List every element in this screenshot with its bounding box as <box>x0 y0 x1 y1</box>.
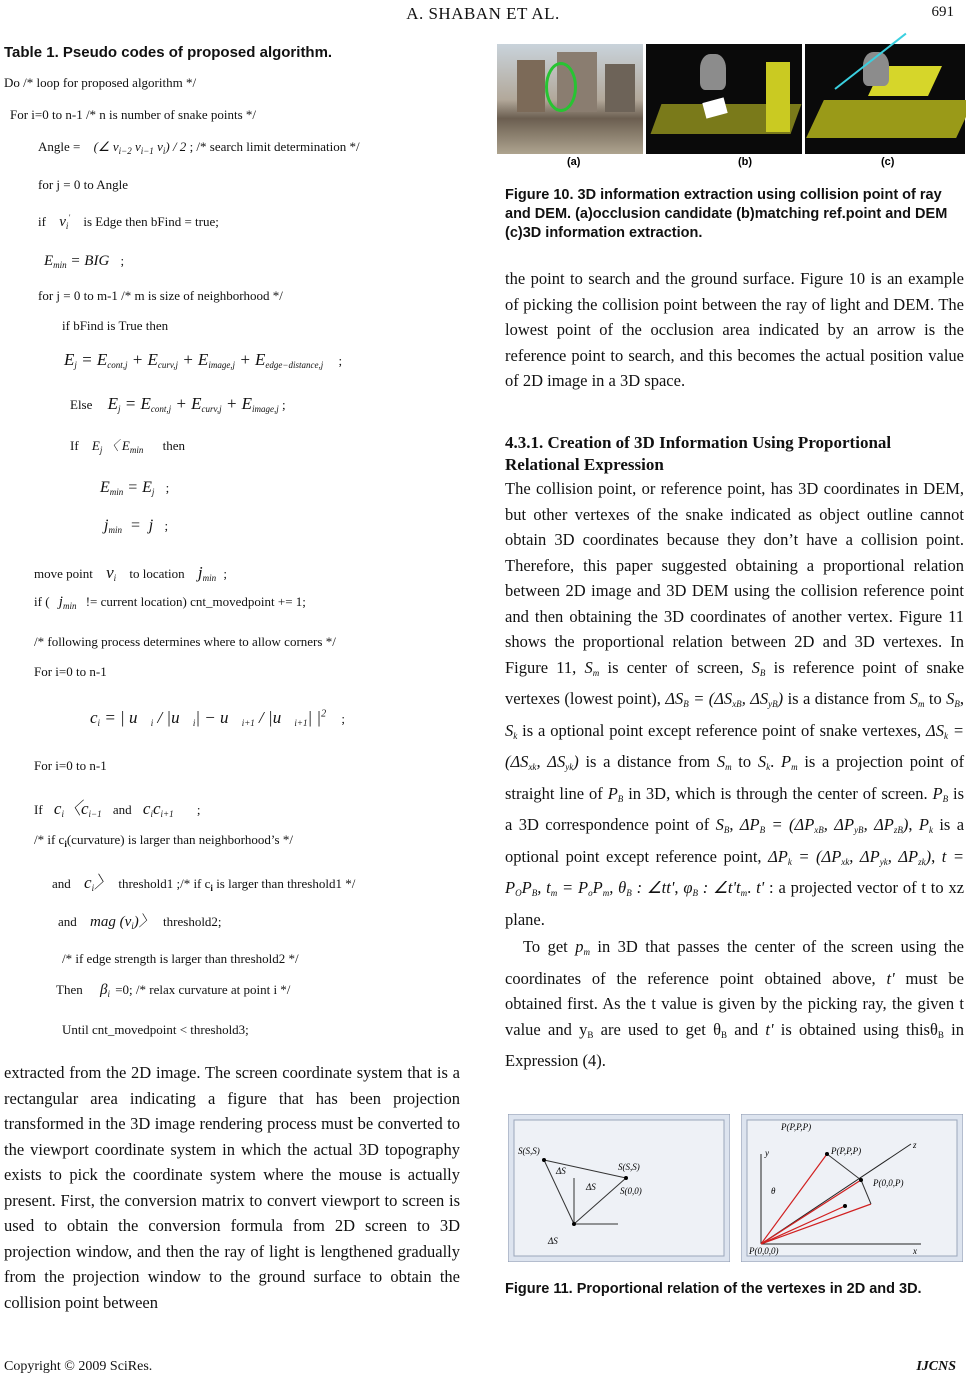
jmin-symbol: $j_{min}$ <box>197 563 217 583</box>
figure11-caption: Figure 11. Proportional relation of the vertexes in 2D and 3D. <box>505 1281 922 1297</box>
figure10-label-a: (a) <box>567 156 581 168</box>
jmin-eq-j: $j_{min} = j$ <box>104 517 154 535</box>
right-body-paragraph-3: To get $p_m$ in 3D that passes the center of the screen using the coordinates of the reference point obtained above, t' must be obtained first. As the t value is given by the picking ray, the given t value and $y_B$ are used to get $\theta_B$ and t' is obtained using thisθ$_B$ in Expression (4). <box>505 937 965 1070</box>
svg-text:ΔS: ΔS <box>548 1236 558 1246</box>
code-move-point: move point <box>34 566 93 581</box>
code-line-edge-comment: /* if edge strength is larger than threshold2 */ <box>62 951 299 966</box>
code-line-if-jmin <box>34 594 306 611</box>
svg-text:z: z <box>913 1140 917 1150</box>
code-line-if-ci: If $c_i$〈$c_{i-1}$ and $c_ic_{i+1}$ ; <box>34 799 201 819</box>
emin-formula: $E_{min}$ = BIG <box>44 253 110 270</box>
code-line-corners-comment: /* following process determines where to allow corners */ <box>34 634 336 649</box>
code-angle-label: Angle = <box>38 139 81 154</box>
code-line-else <box>70 394 286 414</box>
code-line-and-threshold1: and $c_i$〉 threshold1 ;/* if $c_i$ is larger than threshold1 */ <box>52 873 356 893</box>
code-angle-comment: ; /* search limit determination */ <box>189 139 360 154</box>
svg-text:ΔS: ΔS <box>556 1166 566 1176</box>
svg-text:y: y <box>765 1148 769 1158</box>
svg-text:S(S,S): S(S,S) <box>618 1162 640 1172</box>
code-line-for-i-2: For i=0 to n-1 <box>34 664 107 679</box>
emin-eq-ej: $E_{min} = E_j$ <box>100 479 155 497</box>
right-body-paragraph-2: The collision point, or reference point, has 3D coordinates in DEM, but other vertexes of the snake indicated as object outline cannot obtain 3D coordinates because they don’t have a collision point. Therefore, this paper suggested obtaining a proportional relation between 2D image and 3D DEM using the collision reference point and then obtaining the 3D coordinates of another vertex. Figure 11 shows the proportional relation between 2D and 3D vertexes. In Figure 11, $S_m$ is center of screen, $S_B$ is reference point of snake vertexes (lowest point), $\Delta S_B = (\Delta S_{xB}$, $\Delta S_{yB}$) is a distance from $S_m$ to $S_B$, $S_k$ is a optional point except reference point of snake vertexes, $\Delta S_k = (\Delta S_{xk}$, $\Delta S_{yk}$) is a distance from $S_m$ to $S_k$. $P_m$ is a projection point of straight line of $P_B$ in 3D, which is through the center of screen. $P_B$ is a 3D correspondence point of $S_B$, $\Delta P_B = (\Delta P_{xB}$, $\Delta P_{yB}$, $\Delta P_{zB}$), $P_k$ is a optional point except reference point, $\Delta P_k = (\Delta P_{xk}$, $\Delta P_{yk}$, $\Delta P_{zk}$), $t = P_OP_B$, $t_m = P_oP_m$, $\theta_B$ : ∠tt', $\varphi_B$ : $\angle t't_m$. t' : a projected vector of t to xz plane. <box>505 479 965 929</box>
footer-copyright: Copyright © 2009 SciRes. <box>4 1359 153 1374</box>
table-caption: Table 1. Pseudo codes of proposed algorithm. <box>4 44 333 61</box>
ci-gt-symbol: $c_i$〉 <box>84 873 112 893</box>
code-and: and <box>112 802 132 817</box>
code-line-for-j-m: for j = 0 to m-1 /* m is size of neighborhood */ <box>38 288 283 303</box>
code-if-3: If <box>34 802 43 817</box>
code-line-if-ej <box>70 435 185 455</box>
code-if: if <box>38 214 46 229</box>
code-line-move: move point $v_i$ to location $j_{min}$ ; <box>34 563 228 583</box>
figure10-label-c: (c) <box>881 156 895 168</box>
jmin-symbol-2: $j_{min}$ <box>58 594 77 611</box>
code-line-then-beta: Then $\beta_i =0$; /* relax curvature at point i */ <box>56 982 291 999</box>
occlusion-candidate-circle <box>545 62 577 112</box>
code-line-if-edge <box>38 213 219 231</box>
code-line-for-i-3: For i=0 to n-1 <box>34 758 107 773</box>
figure10-image-b <box>646 44 802 168</box>
mag-formula: mag $(v_i)$〉 <box>90 914 154 931</box>
angle-formula: (∠ $v_{i-2}$ $v_{i-1}$ $v_i) / 2$ <box>93 139 187 156</box>
code-else: Else <box>70 397 93 412</box>
code-and-2: and <box>52 876 71 891</box>
figure10-label-b: (b) <box>738 156 753 168</box>
code-line-for-j-angle: for j = 0 to Angle <box>38 177 129 192</box>
section-number: 4.3.1. <box>505 433 544 452</box>
section-title: Creation of 3D Information Using Proportional Relational Expression <box>505 433 892 474</box>
ej-full-formula: $E_j = E_{cont,j} + E_{curv,j} + E_{image,j} + E_{edge-distance,j}$ <box>64 350 324 370</box>
ci-gt-ci+1: $c_ic_{i+1}$ <box>142 799 174 819</box>
code-line-if-ci-comment: /* if $c_i(curvature)$ is larger than neighborhood’s */ <box>34 832 293 849</box>
footer-journal: IJCNS <box>916 1359 956 1374</box>
svg-text:ΔS: ΔS <box>586 1182 596 1192</box>
code-line-emin-ej: $E_{min} = E_j$ ; <box>100 479 170 497</box>
running-title: A. SHABAN ET AL. <box>406 4 560 23</box>
code-semicolon-2: ; <box>338 353 343 368</box>
figure11-diagram-2d <box>508 1114 730 1262</box>
code-to-location: to location <box>129 566 185 581</box>
vi-prime-symbol: $v_i'$ <box>59 213 71 231</box>
ej-lt-emin: $E_j$ 〈 $E_{min}$ <box>91 438 144 455</box>
code-semicolon-3: ; <box>281 397 286 412</box>
figure11-diagram-3d <box>741 1114 963 1262</box>
vi-symbol: $v_i$ <box>106 563 117 583</box>
code-line-and-mag: and mag $(v_i)$〉 threshold2; <box>58 914 222 931</box>
code-line-for-i: For i=0 to n-1 /* n is number of snake points */ <box>10 107 257 122</box>
code-then: then <box>162 438 185 453</box>
code-if-paren: if ( <box>34 594 50 609</box>
code-line-jmin: $j_{min} = j$ ; <box>104 517 169 535</box>
svg-text:x: x <box>913 1246 917 1256</box>
svg-text:P(0,0,0): P(0,0,0) <box>749 1246 779 1256</box>
page-number: 691 <box>931 4 954 20</box>
ci-formula: $c_i$ = | $u⃗_i$ / $|u⃗_i|$ − $u⃗_{i+1}$ / $|u⃗_{i+1}|$ $|^2$ <box>90 708 327 728</box>
svg-text:S(0,0): S(0,0) <box>620 1186 642 1196</box>
code-line-ci: $c_i$ = | $u⃗_i$ / $|u⃗_i|$ − $u⃗_{i+1}$ / $|u⃗_{i+1}|$ $|^2$ ; <box>90 708 345 728</box>
ej-partial-formula: $E_j = E_{cont,j} + E_{curv,j} + E_{image,j}$ <box>107 394 279 414</box>
figure10-image-c <box>805 44 965 168</box>
code-line-angle <box>38 139 360 156</box>
figure10-image-a <box>497 44 643 168</box>
right-body-paragraph-1: the point to search and the ground surface. Figure 10 is an example of picking the collision point between the ray of light and DEM. The lowest point of the occlusion area indicated by an arrow is the reference point to search, and this becomes the actual position value of 2D image in a 3D space. <box>505 269 964 390</box>
code-if-2: If <box>70 438 79 453</box>
code-line-ej-full <box>64 350 342 370</box>
code-and-3: and <box>58 914 77 929</box>
svg-text:S(S,S): S(S,S) <box>518 1146 540 1156</box>
code-if-edge-text: is Edge then bFind = true; <box>83 214 219 229</box>
left-body-paragraph: extracted from the 2D image. The screen coordinate system that is a rectangular area indicating a figure that has been projection transformed in the 3D image rendering process must be converted to the viewport coordinate system in which the actual 3D topography exists to pick the coordinate system where the mouse is actually present. First, the conversion matrix to convert viewport to screen is used to obtain the conversion formula from 2D screen to 3D projection window, and then the ray of light is lengthened gradually from the projection window to the ground surface to obtain the collision point between <box>4 1063 460 1312</box>
beta-symbol: $\beta_i$ <box>99 982 110 999</box>
svg-text:P(0,0,P): P(0,0,P) <box>873 1178 904 1188</box>
code-cnt-moved: != current location) cnt_movedpoint += 1; <box>85 594 306 609</box>
code-line-emin <box>44 253 124 270</box>
ci-gt-ci-1: $c_i$〈$c_{i-1}$ <box>53 799 102 819</box>
code-then-2: Then <box>56 982 83 997</box>
running-header <box>0 4 966 24</box>
code-semicolon: ; <box>120 253 125 268</box>
figure10-caption: Figure 10. 3D information extraction using collision point of ray and DEM. (a)occlusion candidate (b)matching ref.point and DEM (c)3D information extraction. <box>505 187 948 241</box>
svg-text:P(P,P,P): P(P,P,P) <box>831 1146 862 1156</box>
svg-text:θ: θ <box>771 1186 776 1196</box>
section-heading <box>505 432 965 476</box>
code-line-until: Until cnt_movedpoint < threshold3; <box>62 1022 249 1037</box>
code-line-if-bfind: if bFind is True then <box>62 318 169 333</box>
svg-text:P(P,P,P): P(P,P,P) <box>781 1122 812 1132</box>
code-line-do: Do /* loop for proposed algorithm */ <box>4 75 197 90</box>
